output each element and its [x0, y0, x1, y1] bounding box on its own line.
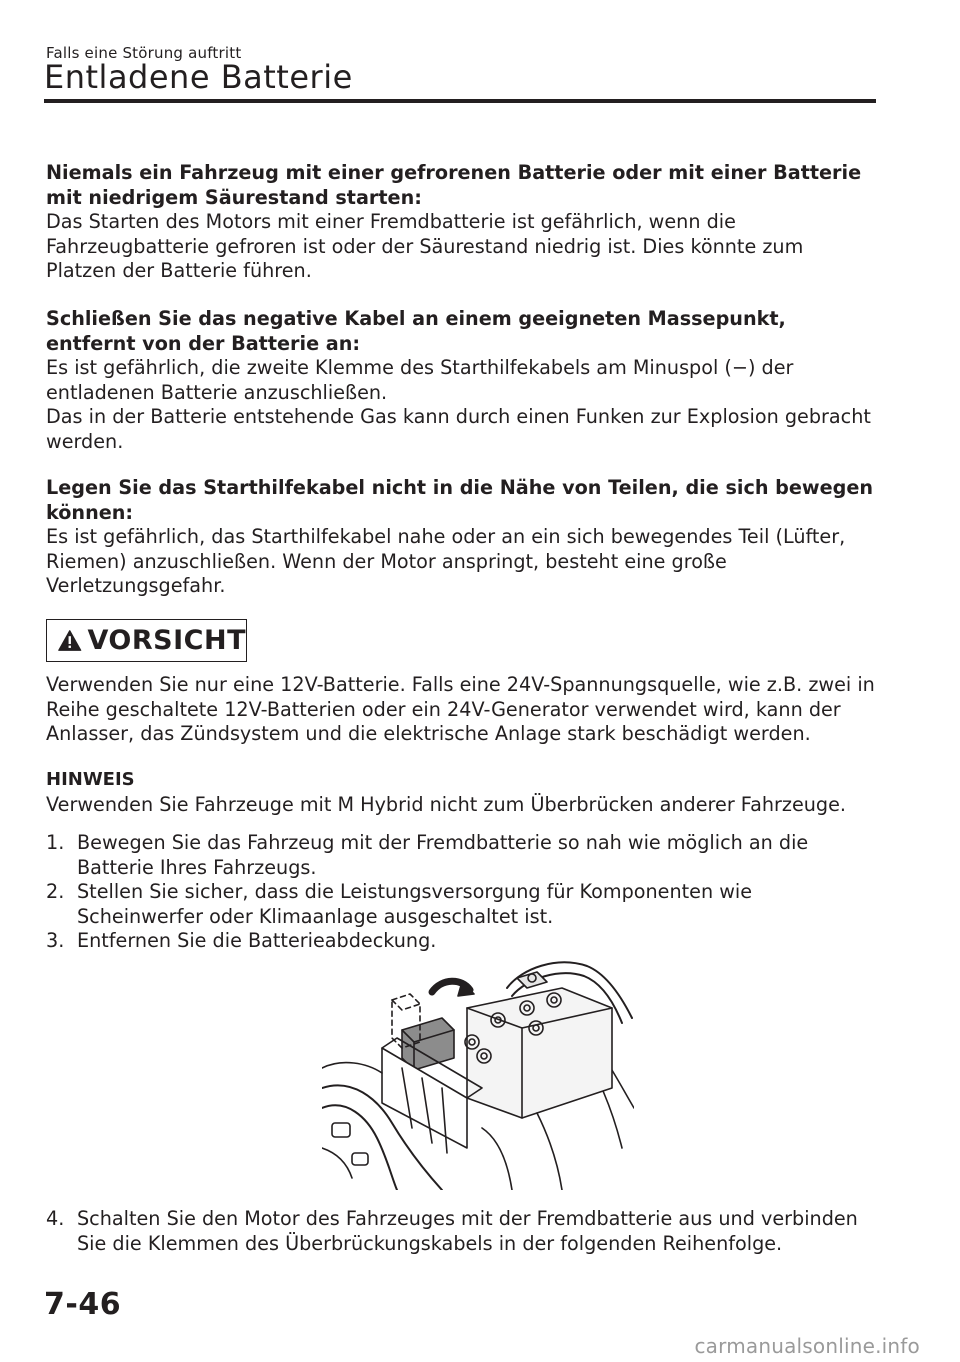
warning-body: Es ist gefährlich, das Starthilfekabel nahe oder an ein sich bewegendes Teil (Lüfter, Riemen) anzuschließen. Wenn der Motor anspringt, besteht eine große Verletzungsgefahr. [46, 525, 846, 597]
title-divider [44, 99, 876, 103]
step-number: 2. [46, 880, 65, 903]
warning-body-2: Das in der Batterie entstehende Gas kann durch einen Funken zur Explosion gebracht werden. [46, 405, 871, 453]
note-body: Verwenden Sie Fahrzeuge mit M Hybrid nicht zum Überbrücken anderer Fahrzeuge. [46, 792, 847, 816]
section-label: Falls eine Störung auftritt [46, 44, 242, 62]
caution-badge [46, 619, 247, 662]
step-text: Bewegen Sie das Fahrzeug mit der Fremdbatterie so nah wie möglich an die Batterie Ihres Fahrzeugs. [77, 831, 809, 879]
step-text: Schalten Sie den Motor des Fahrzeuges mit der Fremdbatterie aus und verbinden Sie die Klemmen des Überbrückungskabels in der folgenden Reihenfolge. [77, 1207, 858, 1255]
step-text: Entfernen Sie die Batterieabdeckung. [77, 929, 437, 952]
warning-block-frozen-battery [46, 161, 876, 284]
step-text: Stellen Sie sicher, dass die Leistungsversorgung für Komponenten wie Scheinwerfer oder Klimaanlage ausgeschaltet ist. [77, 880, 753, 928]
warning-heading: Schließen Sie das negative Kabel an einem geeigneten Massepunkt, entfernt von der Batterie an: [46, 307, 786, 355]
warning-block-negative-cable [46, 307, 876, 454]
step-item [46, 880, 876, 929]
step-number: 3. [46, 929, 65, 952]
warning-body: Es ist gefährlich, die zweite Klemme des Starthilfekabels am Minuspol (−) der entladenen Batterie anzuschließen. [46, 356, 794, 404]
caution-label: VORSICHT [87, 625, 246, 656]
step-number: 4. [46, 1207, 65, 1230]
page-title: Entladene Batterie [44, 58, 353, 96]
warning-heading: Legen Sie das Starthilfekabel nicht in die Nähe von Teilen, die sich bewegen können: [46, 476, 874, 524]
note-heading: HINWEIS [46, 769, 135, 790]
step-item [46, 831, 876, 880]
step-number: 1. [46, 831, 65, 854]
footer-watermark: carmanualsonline.info [694, 1334, 920, 1358]
caution-body: Verwenden Sie nur eine 12V-Batterie. Falls eine 24V-Spannungsquelle, wie z.B. zwei in Reihe geschaltete 12V-Batterien oder ein 24V-Generator verwendet wird, kann der Anlasser, das Zündsystem und die elektrische Anlage stark beschädigt werden. [46, 673, 875, 745]
warning-triangle-icon [58, 627, 82, 654]
step-item [46, 1207, 876, 1256]
warning-heading: Niemals ein Fahrzeug mit einer gefrorenen Batterie oder mit einer Batterie mit niedrigem Säurestand starten: [46, 161, 862, 209]
note-block [46, 768, 876, 817]
page-number: 7-46 [44, 1287, 122, 1322]
battery-cover-illustration [322, 948, 634, 1190]
warning-block-moving-parts [46, 476, 876, 599]
warning-body: Das Starten des Motors mit einer Fremdbatterie ist gefährlich, wenn die Fahrzeugbatterie gefroren ist oder der Säurestand niedrig ist. Dies könnte zum Platzen der Batterie führen. [46, 210, 804, 282]
